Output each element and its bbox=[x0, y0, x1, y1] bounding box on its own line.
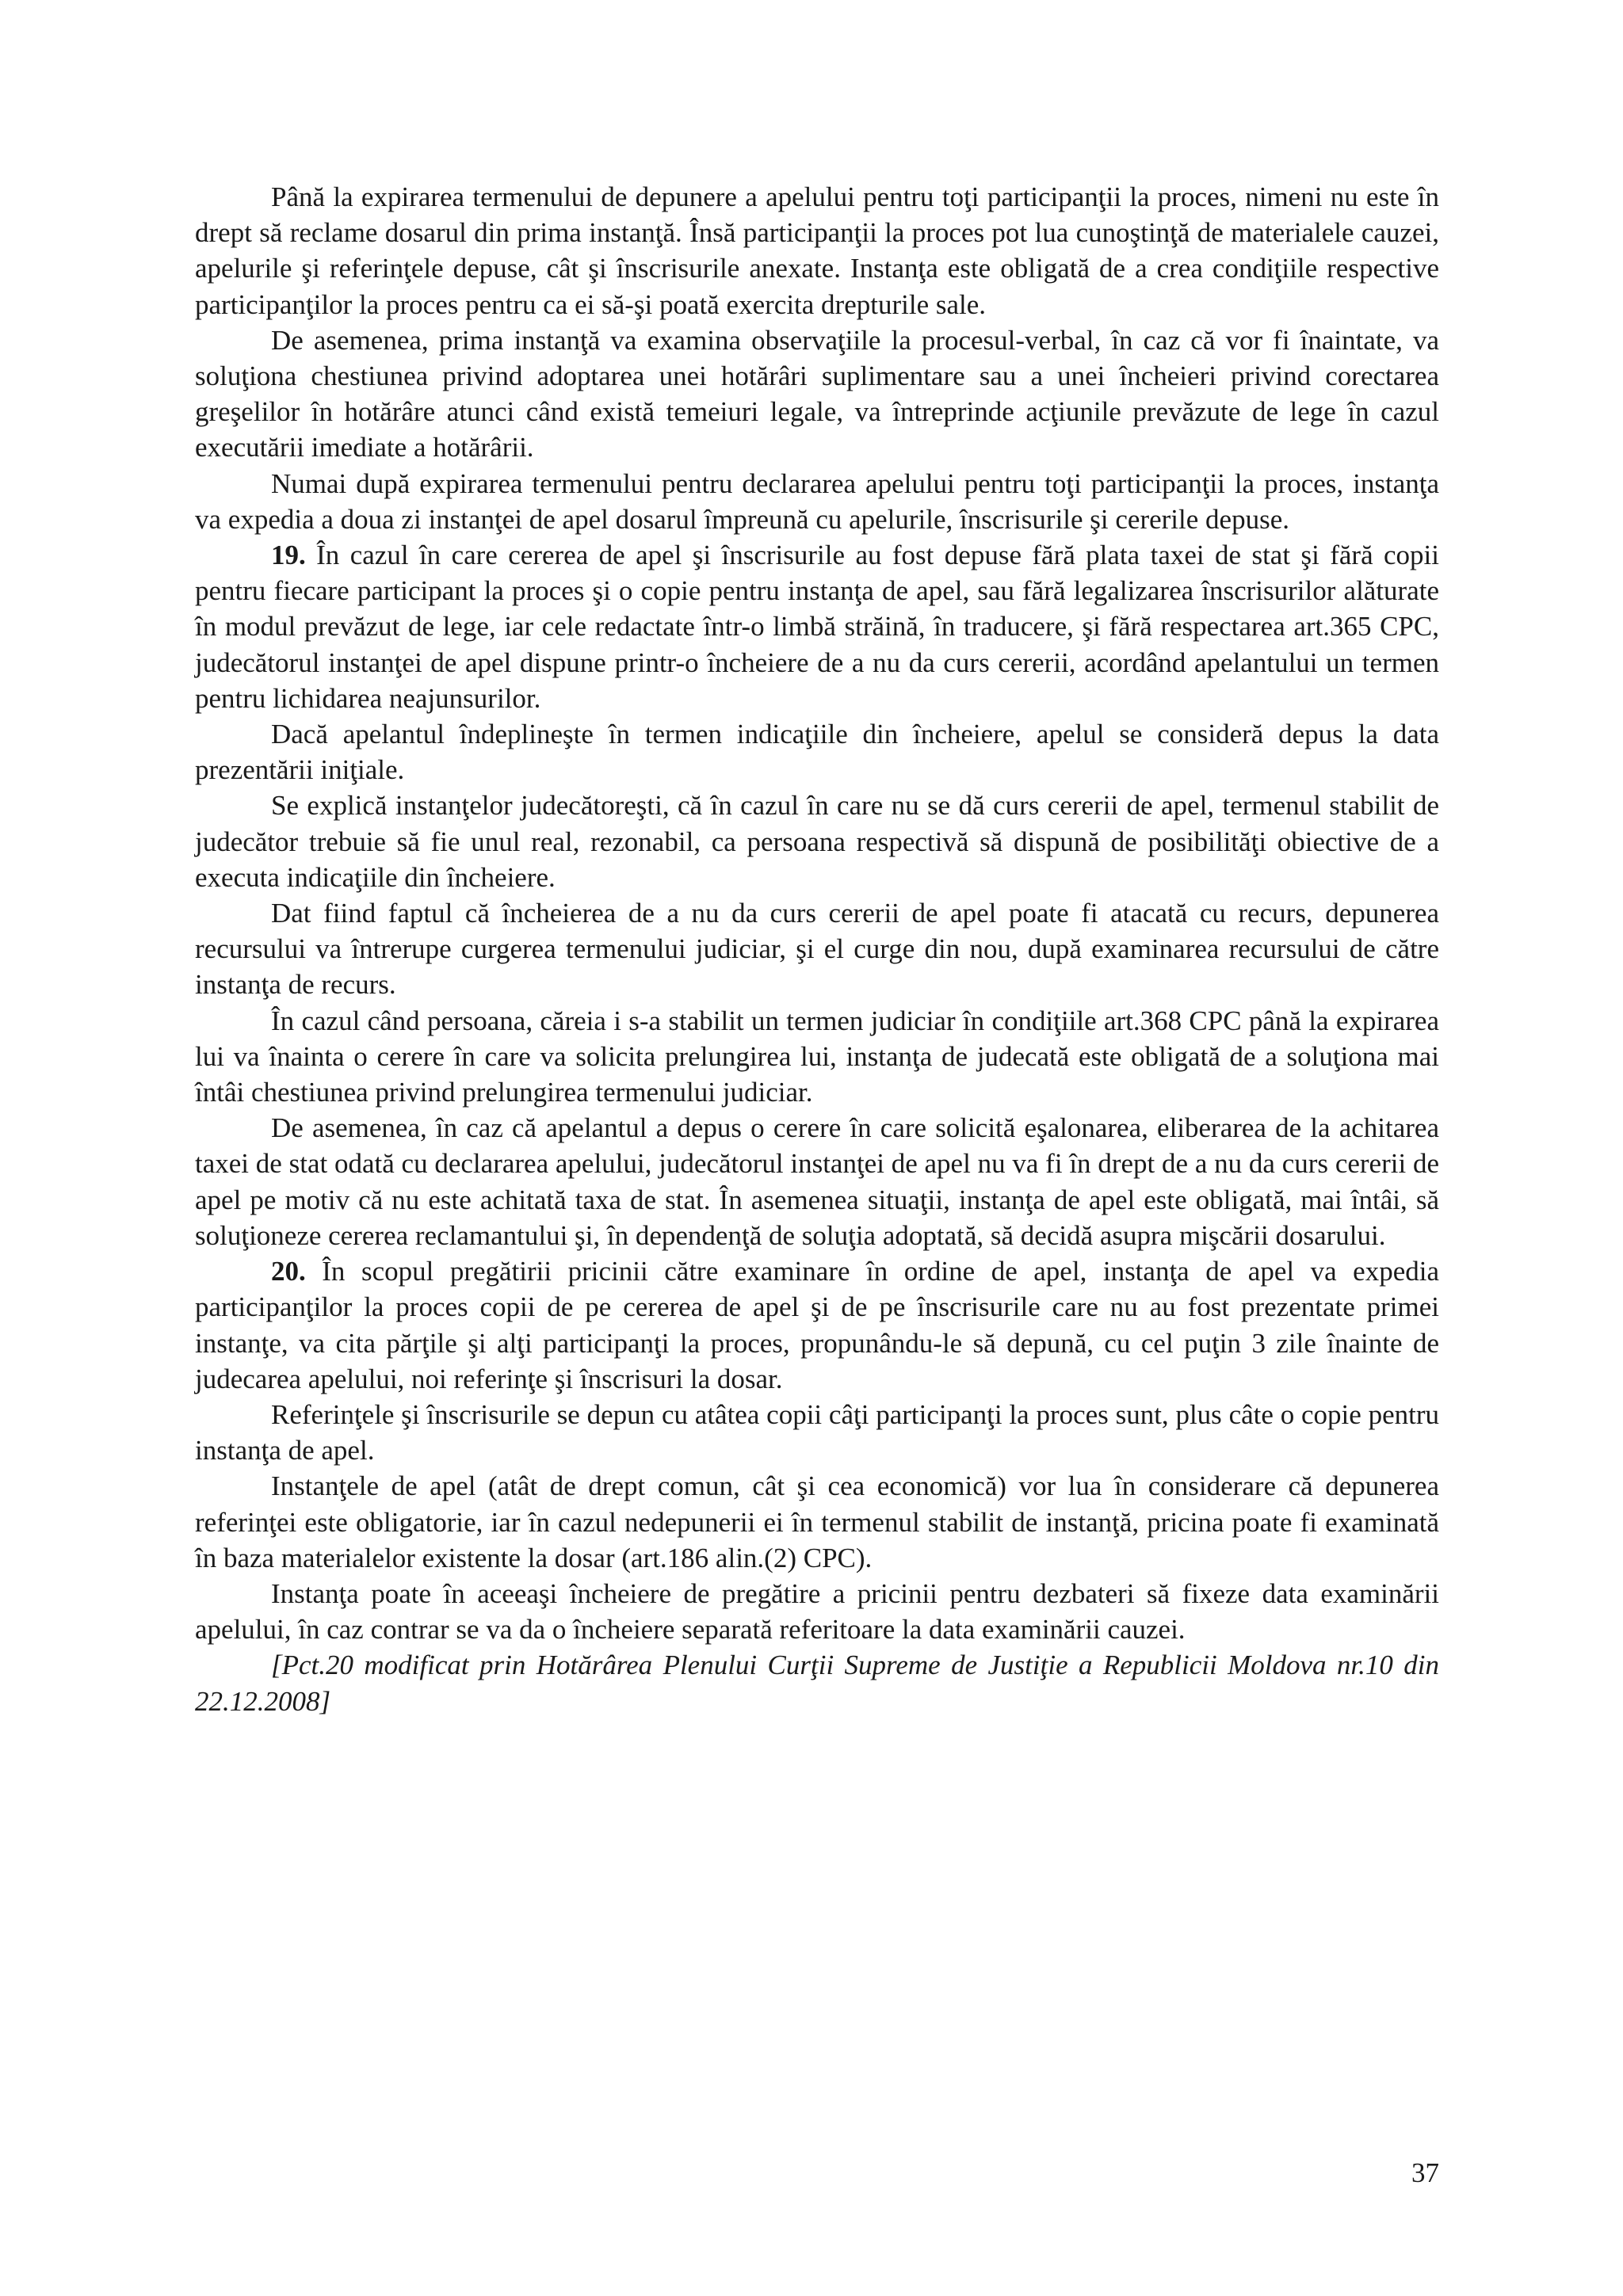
paragraph-text: În cazul în care cererea de apel şi înscrisurile au fost depuse fără plata taxei de stat şi fără copii pentru fiecare participant la proces şi o copie pentru instanţa de apel, sau fără legalizarea înscrisurilor alăturate în modul prevăzut de lege, iar cele redactate într-o limbă străină, în traducere, şi fără respectarea art.365 CPC, judecătorul instanţei de apel dispune printr-o încheiere de a nu da curs cererii, acordând apelantului un termen pentru lichidarea neajunsurilor. bbox=[195, 540, 1439, 714]
paragraph-text: Până la expirarea termenului de depunere a apelului pentru toţi participanţii la proces, nimeni nu este în drept să reclame dosarul din prima instanţă. Însă participanţii la proces pot lua cunoştinţă de materialele cauzei, apelurile şi referinţele depuse, cât şi înscrisurile anexate. Instanţa este obligată de a crea condiţiile respective participanţilor la proces pentru ca ei să-şi poată exercita drepturile sale. bbox=[195, 181, 1439, 320]
paragraph bbox=[195, 895, 1439, 1003]
paragraph bbox=[195, 1468, 1439, 1576]
paragraph-number: 20. bbox=[271, 1256, 306, 1287]
amendment-note: [Pct.20 modificat prin Hotărârea Plenului Curţii Supreme de Justiţie a Republicii Moldova nr.10 din 22.12.2008] bbox=[195, 1650, 1439, 1717]
paragraph-text: În cazul când persoana, căreia i s-a stabilit un termen judiciar în condiţiile art.368 CPC până la expirarea lui va înainta o cerere în care va solicita prelungirea lui, instanţa de judecată este obligată de a soluţiona mai întâi chestiunea privind prelungirea termenului judiciar. bbox=[195, 1005, 1439, 1108]
paragraph-19 bbox=[195, 537, 1439, 716]
paragraph bbox=[195, 716, 1439, 788]
paragraph-text: Dacă apelantul îndeplineşte în termen indicaţiile din încheiere, apelul se consideră depus la data prezentării iniţiale. bbox=[195, 719, 1439, 786]
paragraph-text: Instanţa poate în aceeaşi încheiere de pregătire a pricinii pentru dezbateri să fixeze data examinării apelului, în caz contrar se va da o încheiere separată referitoare la data examinării cauzei. bbox=[195, 1577, 1439, 1646]
paragraph-text: În scopul pregătirii pricinii către examinare în ordine de apel, instanţa de apel va expedia participanţilor la proces copii de pe cererea de apel şi de pe înscrisurile care nu au fost prezentate primei instanţe, va cita părţile şi alţi participanţi la proces, propunându-le să depună, cu cel puţin 3 zile înainte de judecarea apelului, noi referinţe şi înscrisuri la dosar. bbox=[195, 1256, 1439, 1394]
paragraph-text: De asemenea, prima instanţă va examina observaţiile la procesul-verbal, în caz că vor fi înaintate, va soluţiona chestiunea privind adoptarea unei hotărâri suplimentare sau a unei încheieri privind corectarea greşelilor în hotărâre atunci când există temeiuri legale, va întreprinde acţiunile prevăzute de lege în cazul executării imediate a hotărârii. bbox=[195, 324, 1439, 463]
paragraph bbox=[195, 1576, 1439, 1647]
paragraph bbox=[195, 179, 1439, 322]
paragraph-text: De asemenea, în caz că apelantul a depus o cerere în care solicită eşalonarea, eliberarea de la achitarea taxei de stat odată cu declararea apelului, judecătorul instanţei de apel nu va fi în drept de a nu da curs cererii de apel pe motiv că nu este achitată taxa de stat. În asemenea situaţii, instanţa de apel este obligată, mai întâi, să soluţioneze cererea reclamantului şi, în dependenţă de soluţia adoptată, să decidă asupra mişcării dosarului. bbox=[195, 1112, 1439, 1251]
paragraph-text: Dat fiind faptul că încheierea de a nu da curs cererii de apel poate fi atacată cu recurs, depunerea recursului va întrerupe curgerea termenului judiciar, şi el curge din nou, după examinarea recursului de către instanţa de recurs. bbox=[195, 898, 1439, 1001]
paragraph-number: 19. bbox=[271, 540, 306, 571]
paragraph-text: Numai după expirarea termenului pentru declararea apelului pentru toţi participanţii la proces, instanţa va expedia a doua zi instanţei de apel dosarul împreună cu apelurile, înscrisurile şi cererile depuse. bbox=[195, 467, 1439, 535]
paragraph-text: Instanţele de apel (atât de drept comun, cât şi cea economică) vor lua în considerare că depunerea referinţei este obligatorie, iar în cazul nedepunerii ei în termenul stabilit de instanţă, pricina poate fi examinată în baza materialelor existente la dosar (art.186 alin.(2) CPC). bbox=[195, 1470, 1439, 1573]
paragraph bbox=[195, 322, 1439, 466]
paragraph bbox=[195, 788, 1439, 895]
paragraph bbox=[195, 1397, 1439, 1468]
paragraph-text: Se explică instanţelor judecătoreşti, că în cazul în care nu se dă curs cererii de apel, termenul stabilit de judecător trebuie să fie unul real, rezonabil, ca persoana respectivă să dispună de posibilităţi obiective de a executa indicaţiile din încheiere. bbox=[195, 790, 1439, 893]
page-number: 37 bbox=[1411, 2157, 1439, 2188]
paragraph bbox=[195, 1110, 1439, 1253]
paragraph-20 bbox=[195, 1253, 1439, 1397]
document-body bbox=[195, 179, 1439, 1719]
paragraph bbox=[195, 1003, 1439, 1111]
paragraph bbox=[195, 466, 1439, 537]
paragraph-text: Referinţele şi înscrisurile se depun cu atâtea copii câţi participanţi la proces sunt, plus câte o copie pentru instanţa de apel. bbox=[195, 1398, 1439, 1466]
